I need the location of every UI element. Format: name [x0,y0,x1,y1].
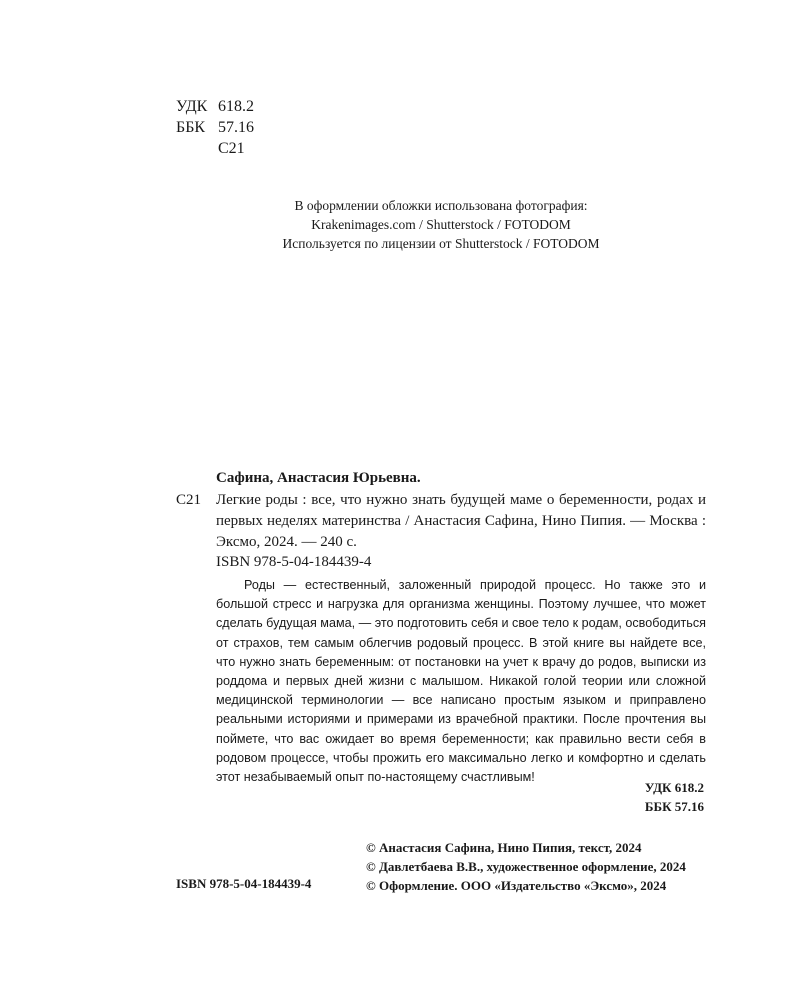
bottom-udk: УДК 618.2 [644,780,704,795]
annotation-text: Роды — естественный, заложенный природой процесс. Но также это и большой стресс и нагрузка для организма женщины. Поэтому лучшее, что может сделать будущая мама, — это подготовить себя и свое тело к родам, освободиться от страхов, тем самым облегчив родовый процесс. В этой книге вы найдете все, что нужно знать беременным: от постановки на учет к врачу до родов, выписки из роддома и первых дней жизни с малышом. Никакой голой теории или сложной медицинской терминологии — все написано простым языком и приправлено реальными историями и примерами из врачебной практики. После прочтения вы поймете, что вас ожидает во время беременности; как правильно вести себя в родовом процессе, чтобы прожить его максимально легко и комфортно и сделать этот незабываемый опыт по-настоящему счастливым! [216,578,706,785]
record-isbn: ISBN 978-5-04-184439-4 [216,554,372,570]
bbk-label: ББК [176,119,206,136]
cover-credit-line: В оформлении обложки использована фотография: [294,198,588,213]
author-mark-row [176,138,254,159]
bottom-bbk: ББК 57.16 [644,799,704,814]
bbk-value: 57.16 [218,119,254,136]
copyright-block [366,838,686,895]
author-mark: С21 [218,140,245,157]
udk-label: УДК [176,98,208,115]
classification-block [176,96,254,159]
copyright-line: © Давлетбаева В.В., художественное оформление, 2024 [366,859,686,874]
cover-credits [176,196,706,253]
record-title: Легкие роды : все, что нужно знать будущей маме о беременности, родах и первых неделях материнства / Анастасия Сафина, Нино Пипия. — Москва : Эксмо, 2024. — 240 с. [216,492,706,550]
udk-row [176,96,254,117]
cover-credit-line: Используется по лицензии от Shutterstock / FOTODOM [282,236,600,251]
isbn-footer: ISBN 978-5-04-184439-4 [176,876,312,891]
bbk-row [176,117,254,138]
copyright-line: © Анастасия Сафина, Нино Пипия, текст, 2024 [366,840,642,855]
record-code: С21 [176,492,202,508]
bottom-classification [645,778,704,816]
record-author: Сафина, Анастасия Юрьевна. [216,470,421,486]
udk-value: 618.2 [218,98,254,115]
copyright-line: © Оформление. ООО «Издательство «Эксмо», 2024 [366,878,667,893]
cover-credit-line: Krakenimages.com / Shutterstock / FOTODOM [311,217,571,232]
